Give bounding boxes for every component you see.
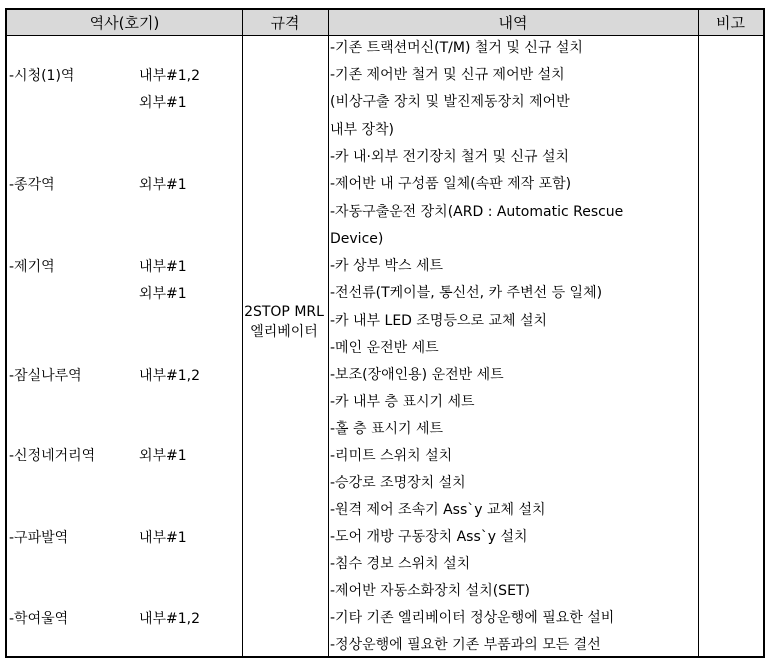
detail-line: -기타 기존 엘리베이터 정상운행에 필요한 설비 [330, 610, 615, 626]
detail-line: -카 내·외부 전기장치 철거 및 신규 설치 [330, 149, 570, 165]
station-name: -신정네거리역 [9, 448, 96, 464]
column-divider [328, 10, 329, 656]
spec-line: 엘리베이터 [250, 324, 318, 340]
station-unit: 내부#1 [139, 259, 187, 275]
station-unit: 내부#1,2 [139, 611, 201, 627]
station-unit: 외부#1 [139, 286, 187, 302]
station-unit: 내부#1,2 [139, 68, 201, 84]
detail-line: -도어 개방 구동장치 Ass`y 설치 [330, 529, 528, 545]
header-spec: 규격 [242, 10, 328, 36]
header-station: 역사(호기) [7, 10, 242, 36]
detail-line: -메인 운전반 세트 [330, 340, 439, 356]
station-name: -잠실나루역 [9, 368, 82, 384]
detail-line: -카 내부 LED 조명등으로 교체 설치 [330, 313, 548, 329]
detail-line: -전선류(T케이블, 통신선, 카 주변선 등 일체) [330, 285, 603, 301]
work-table [5, 8, 765, 658]
detail-line: -홀 층 표시기 세트 [330, 421, 444, 437]
detail-line: -기존 트랙션머신(T/M) 철거 및 신규 설치 [330, 40, 583, 56]
detail-line: -기존 제어반 철거 및 신규 제어반 설치 [330, 67, 565, 83]
detail-line: -원격 제어 조속기 Ass`y 교체 설치 [330, 502, 546, 518]
detail-line: -정상운행에 필요한 기존 부품과의 모든 결선 [330, 637, 601, 653]
column-divider [698, 10, 699, 656]
detail-line: -카 상부 박스 세트 [330, 258, 444, 274]
detail-line: -승강로 조명장치 설치 [330, 475, 466, 491]
station-name: -종각역 [9, 177, 55, 193]
header-details: 내역 [328, 10, 698, 36]
detail-line: -제어반 자동소화장치 설치(SET) [330, 583, 530, 599]
detail-line: 내부 장착) [330, 122, 395, 138]
detail-line: Device) [330, 231, 384, 247]
detail-line: -카 내부 층 표시기 세트 [330, 394, 475, 410]
spec-line: 2STOP MRL [244, 304, 324, 320]
station-unit: 외부#1 [139, 448, 187, 464]
station-name: -학여울역 [9, 611, 69, 627]
detail-line: -자동구출운전 장치(ARD : Automatic Rescue [330, 204, 624, 220]
station-name: -시청(1)역 [9, 68, 75, 84]
detail-line: -리미트 스위치 설치 [330, 448, 453, 464]
station-unit: 외부#1 [139, 95, 187, 111]
detail-line: (비상구출 장치 및 발진제동장치 제어반 [330, 94, 570, 110]
station-unit: 내부#1,2 [139, 368, 201, 384]
detail-line: -제어반 내 구성품 일체(속판 제작 포함) [330, 176, 572, 192]
station-unit: 내부#1 [139, 530, 187, 546]
spec-cell [241, 302, 327, 342]
station-unit: 외부#1 [139, 177, 187, 193]
detail-line: -침수 경보 스위치 설치 [330, 556, 471, 572]
header-remarks: 비고 [698, 10, 763, 36]
detail-line: -보조(장애인용) 운전반 세트 [330, 367, 504, 383]
station-name: -제기역 [9, 259, 55, 275]
station-name: -구파발역 [9, 530, 69, 546]
